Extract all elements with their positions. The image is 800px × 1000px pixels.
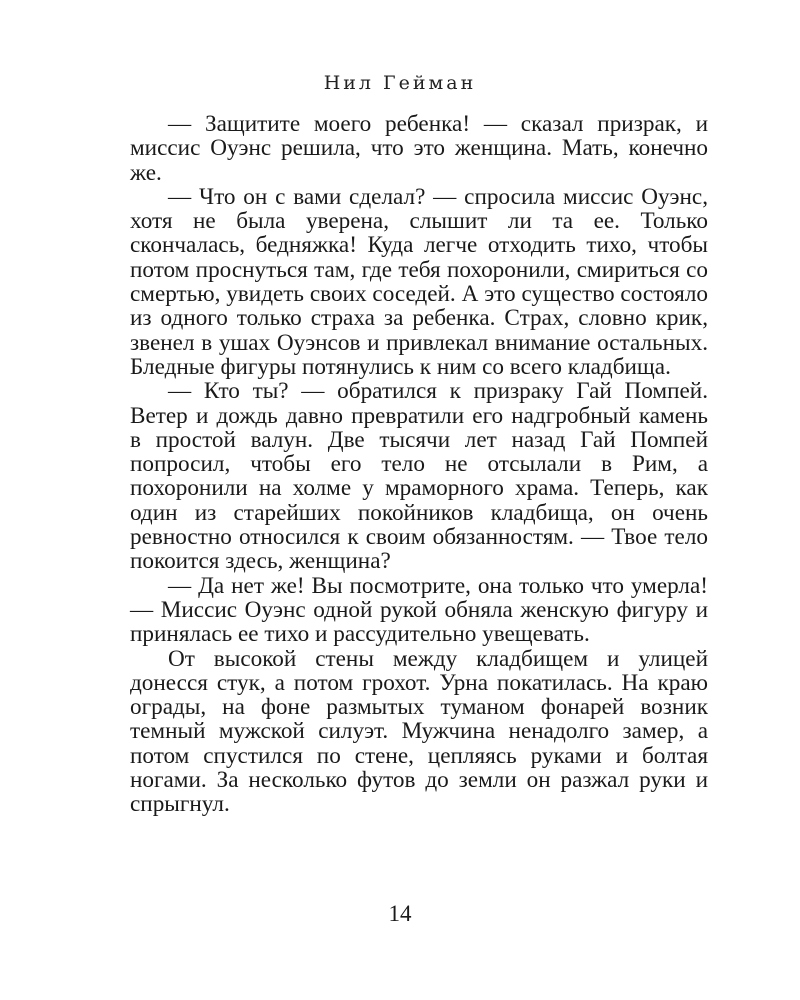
- paragraph-1: — Защитите моего ребенка! — сказал призрак, и миссис Оуэнс решила, что это женщина. Мать, конечно же.: [130, 111, 708, 186]
- paragraph-5: От высокой стены между кладбищем и улицей донесся стук, а потом грохот. Урна покатилась. На краю ограды, на фоне размытых туманом фонарей возник темный мужской силуэт. Мужчина ненадолго замер, а потом спустился по стене, цепляясь руками и болтая ногами. За несколько футов до земли он разжал руки и спрыгнул.: [130, 645, 708, 818]
- paragraph-4: — Да нет же! Вы посмотрите, она только что умерла! — Миссис Оуэнс одной рукой обняла женскую фигуру и принялась ее тихо и рассудительно увещевать.: [130, 572, 708, 648]
- body-text: [130, 112, 708, 817]
- page-number: 14: [388, 901, 412, 926]
- paragraph-2: — Что он с вами сделал? — спросила миссис Оуэнс, хотя не была уверена, слышит ли та ее. Только скончалась, бедняжка! Куда легче отходить тихо, чтобы потом проснуться там, где тебя похоронили, смириться со смертью, увидеть своих соседей. А это существо состояло из одного только страха за ребенка. Страх, словно крик, звенел в ушах Оуэнсов и привлекал внимание остальных. Бледные фигуры потянулись к ним со всего кладбища.: [130, 183, 708, 380]
- paragraph-3: — Кто ты? — обратился к призраку Гай Помпей. Ветер и дождь давно превратили его надгробный камень в простой валун. Две тысячи лет назад Гай Помпей попросил, чтобы его тело не отсылали в Рим, а похоронили на холме у мраморного храма. Теперь, как один из старейших покойников кладбища, он очень ревностно относился к своим обязанностям. — Твое тело покоится здесь, женщина?: [130, 378, 708, 575]
- running-head-author: Нил Гейман: [323, 72, 477, 94]
